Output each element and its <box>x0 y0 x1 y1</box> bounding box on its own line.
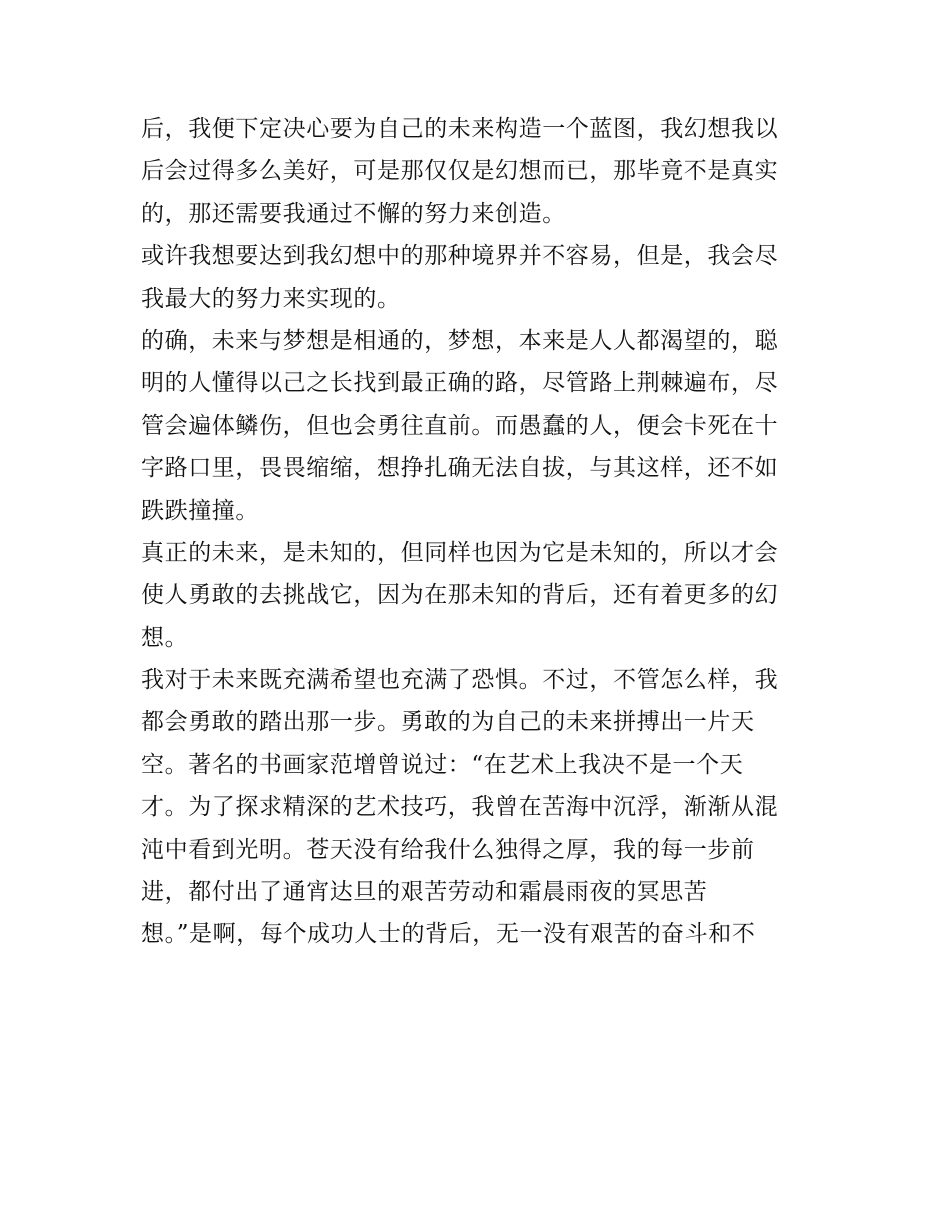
text-line: 管会遍体鳞伤，但也会勇往直前。而愚蠢的人，便会卡死在十 <box>141 412 779 439</box>
text-line: 进，都付出了通宵达旦的艰苦劳动和霜晨雨夜的冥思苦 <box>141 879 708 906</box>
body-text <box>141 108 821 956</box>
text-line: 空。著名的书画家范增曾说过：“在艺术上我决不是一个天 <box>141 751 744 778</box>
text-line: 后，我便下定决心要为自己的未来构造一个蓝图，我幻想我以 <box>141 116 779 142</box>
text-line: 沌中看到光明。苍天没有给我什么独得之厚，我的每一步前 <box>141 836 755 863</box>
text-line: 才。为了探求精深的艺术技巧，我曾在苦海中沉浮，渐渐从混 <box>141 794 779 821</box>
text-line: 我对于未来既充满希望也充满了恐惧。不过，不管怎么样，我 <box>141 667 779 694</box>
text-line: 想。 <box>141 624 189 651</box>
text-line: 都会勇敢的踏出那一步。勇敢的为自己的未来拼搏出一片天 <box>141 709 755 736</box>
text-line: 后会过得多么美好，可是那仅仅是幻想而已，那毕竟不是真实 <box>141 158 779 185</box>
text-line: 我最大的努力来实现的。 <box>141 285 401 312</box>
text-line: 的确，未来与梦想是相通的，梦想，本来是人人都渴望的，聪 <box>141 327 779 354</box>
text-line: 跌跌撞撞。 <box>141 497 259 524</box>
text-line: 使人勇敢的去挑战它，因为在那未知的背后，还有着更多的幻 <box>141 582 779 609</box>
text-line: 的，那还需要我通过不懈的努力来创造。 <box>141 200 566 227</box>
text-line: 真正的未来，是未知的，但同样也因为它是未知的，所以才会 <box>141 539 779 566</box>
text-line: 或许我想要达到我幻想中的那种境界并不容易，但是，我会尽 <box>141 243 779 270</box>
text-line: 想。”是啊，每个成功人士的背后，无一没有艰苦的奋斗和不 <box>141 921 756 948</box>
text-line: 字路口里，畏畏缩缩，想挣扎确无法自拔，与其这样，还不如 <box>141 455 779 482</box>
text-line: 明的人懂得以己之长找到最正确的路，尽管路上荆棘遍布，尽 <box>141 370 779 397</box>
